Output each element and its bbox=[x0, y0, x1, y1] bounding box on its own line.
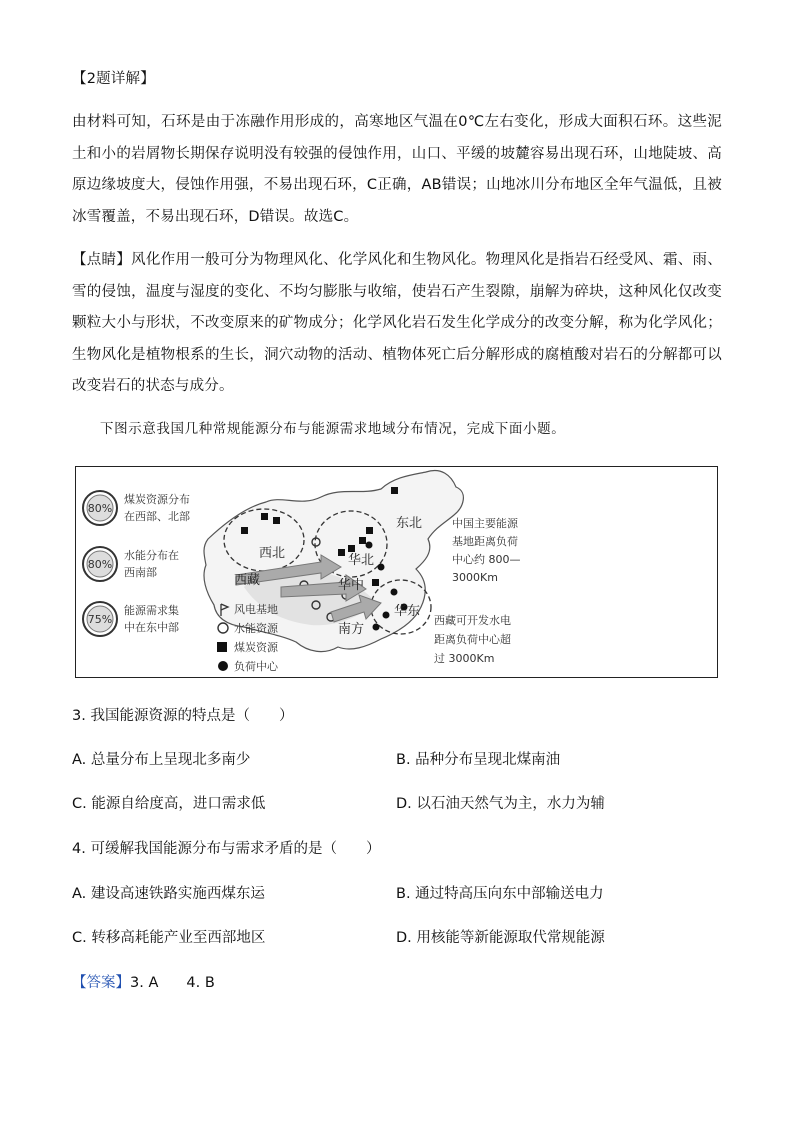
note2-line3: 过 3000Km bbox=[434, 652, 495, 665]
energy-map-svg bbox=[76, 467, 717, 677]
note2-line2: 距离负荷中心超 bbox=[434, 633, 511, 646]
pointer-paragraph bbox=[72, 245, 722, 403]
section-2-heading-text: 【2题详解】 bbox=[72, 71, 155, 87]
stat-line1-1: 煤炭资源分布 bbox=[124, 493, 190, 506]
hydro-icon bbox=[218, 623, 228, 633]
region-xibei: 西北 bbox=[259, 546, 286, 561]
answer-3: 3. A bbox=[130, 975, 159, 991]
note1-line3: 中心约 800— bbox=[452, 553, 521, 566]
region-huabei: 华北 bbox=[348, 553, 375, 568]
energy-map-figure bbox=[75, 466, 718, 678]
stat-pct-3: 75% bbox=[87, 613, 113, 626]
q4-option-c: C. 转移高耗能产业至西部地区 bbox=[72, 930, 266, 946]
section-2-heading bbox=[72, 64, 722, 96]
region-huazhong: 华中 bbox=[338, 578, 365, 593]
stat-circle-3 bbox=[83, 602, 179, 636]
answer-4: 4. B bbox=[186, 975, 215, 991]
legend-hydro-label: 水能资源 bbox=[234, 622, 278, 635]
q3-option-a: A. 总量分布上呈现北多南少 bbox=[72, 752, 251, 768]
legend-load-label: 负荷中心 bbox=[234, 660, 278, 673]
stat-circle-1 bbox=[83, 491, 190, 525]
legend-wind-label: 风电基地 bbox=[234, 603, 278, 616]
stat-pct-1: 80% bbox=[87, 502, 113, 515]
q3-option-b: B. 品种分布呈现北煤南油 bbox=[396, 752, 561, 768]
question-4-stem: 4. 可缓解我国能源分布与需求矛盾的是（ ） bbox=[72, 841, 381, 857]
q3-option-c: C. 能源自给度高，进口需求低 bbox=[72, 796, 266, 812]
answer-label: 【答案】 bbox=[72, 975, 130, 991]
region-xizang: 西藏 bbox=[234, 573, 261, 588]
stat-line1-3: 能源需求集 bbox=[124, 604, 179, 617]
pointer-body: 风化作用一般可分为物理风化、化学风化和生物风化。物理风化是指岩石经受风、霜、雨、雪的侵蚀，温度与湿度的变化、不均匀膨胀与收缩，使岩石产生裂隙，崩解为碎块，这种风化仅改变颗粒大小与形状，不改变原来的矿物成分；化学风化岩石发生化学成分的改变分解，称为化学风化；生物风化是植物根系的生长，洞穴动物的活动、植物体死亡后分解形成的腐植酸对岩石的分解都可以改变岩石的状态与成分。 bbox=[72, 252, 722, 394]
stat-line2-3: 中在东中部 bbox=[124, 621, 179, 634]
answer-line bbox=[72, 971, 215, 995]
region-nanfang: 南方 bbox=[338, 622, 365, 637]
region-huadong: 华东 bbox=[394, 604, 421, 619]
stat-circle-2 bbox=[83, 547, 179, 581]
region-dongbei: 东北 bbox=[396, 516, 423, 531]
q4-option-d: D. 用核能等新能源取代常规能源 bbox=[396, 930, 605, 946]
stat-line2-1: 在西部、北部 bbox=[124, 510, 190, 523]
question-3-stem: 3. 我国能源资源的特点是（ ） bbox=[72, 708, 294, 724]
load-center-icon bbox=[218, 661, 228, 671]
section-2-body: 由材料可知，石环是由于冻融作用形成的，高寒地区气温在0℃左右变化，形成大面积石环。这些泥土和小的岩屑物长期保存说明没有较强的侵蚀作用，山口、平缓的坡麓容易出现石环，山地陡坡、高原边缘坡度大，侵蚀作用强，不易出现石环，C正确，AB错误；山地冰川分布地区全年气温低，且被冰雪覆盖，不易出现石环，D错误。故选C。 bbox=[72, 114, 722, 225]
q3-option-d: D. 以石油天然气为主，水力为辅 bbox=[396, 796, 605, 812]
q4-option-b: B. 通过特高压向东中部输送电力 bbox=[396, 886, 604, 902]
q4-option-a: A. 建设高速铁路实施西煤东运 bbox=[72, 886, 265, 902]
note1-line1: 中国主要能源 bbox=[452, 517, 518, 530]
note1-line4: 3000Km bbox=[452, 571, 498, 584]
stat-line1-2: 水能分布在 bbox=[124, 549, 179, 562]
stat-line2-2: 西南部 bbox=[124, 566, 157, 579]
note2-line1: 西藏可开发水电 bbox=[434, 614, 511, 627]
stat-pct-2: 80% bbox=[87, 558, 113, 571]
figure-intro: 下图示意我国几种常规能源分布与能源需求地域分布情况，完成下面小题。 bbox=[100, 421, 566, 437]
legend-coal-label: 煤炭资源 bbox=[234, 641, 278, 654]
note-right-1 bbox=[452, 516, 521, 584]
coal-icon bbox=[217, 642, 227, 652]
note-right-2 bbox=[434, 613, 511, 665]
note1-line2: 基地距离负荷 bbox=[452, 535, 518, 548]
pointer-label: 【点睛】 bbox=[72, 252, 132, 268]
